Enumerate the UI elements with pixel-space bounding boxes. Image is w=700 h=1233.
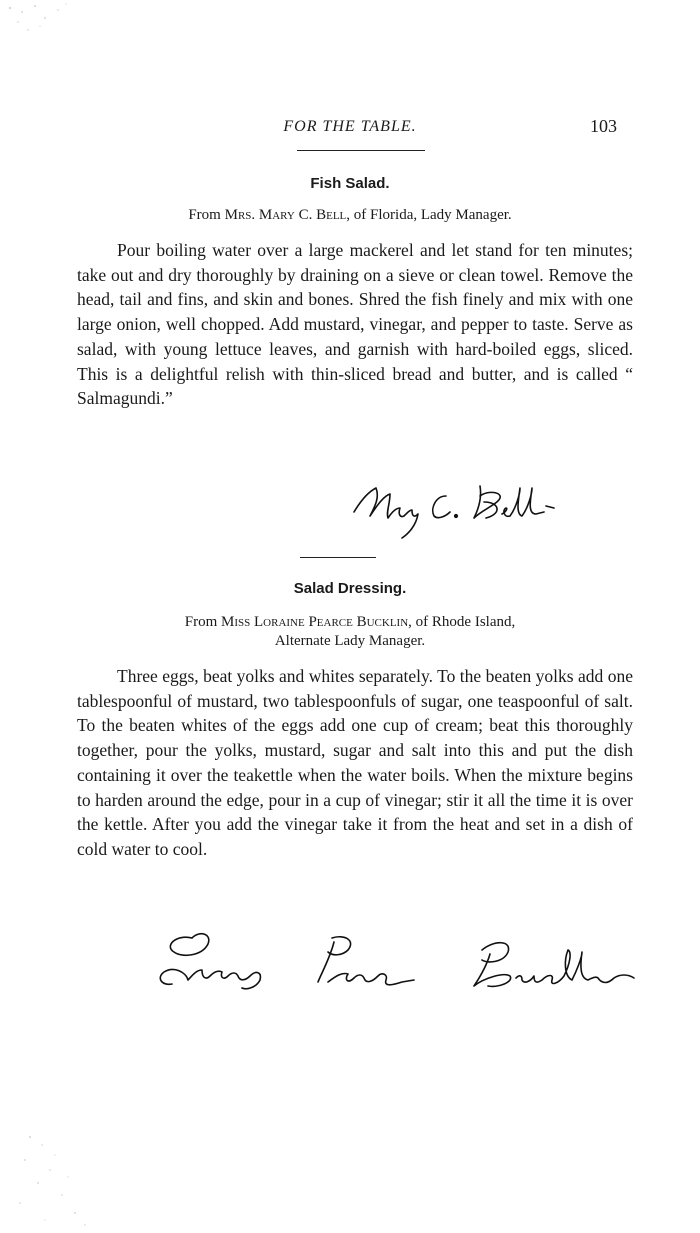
byline-line-2: Alternate Lady Manager. bbox=[274, 633, 426, 649]
fish-salad-title: Fish Salad. bbox=[310, 175, 390, 192]
fish-salad-body: Pour boiling water over a large mackerel and let stand for ten minutes; take out and dry thoroughly by draining on a sieve or clean towel. Remove the head, tail and fins, and skin and bones. Shred the fish finely and mix with one large onion, well chopped. Add mustard, vinegar, and pepper to taste. Serve as salad, with young lettuce leaves, and garnish with hard-boiled eggs, sliced. This is a delightful relish with thin-sliced bread and butter, and is called “ Salmagundi.” bbox=[77, 240, 633, 409]
salad-dressing-title: Salad Dressing. bbox=[293, 580, 407, 597]
byline-suffix: , of Florida, Lady Manager. bbox=[346, 207, 512, 223]
byline-line-1 bbox=[70, 613, 630, 632]
running-title: FOR THE TABLE. bbox=[283, 118, 417, 135]
running-head bbox=[0, 114, 700, 144]
paper-speckle-bottom bbox=[0, 1125, 100, 1233]
fish-salad-byline bbox=[70, 206, 630, 225]
salad-dressing-body: Three eggs, beat yolks and whites separately. To the beaten yolks add one tablespoonful of mustard, two tablespoonfuls of sugar, one teaspoonful of salt. To the beaten whites of the eggs add one cup of cream; beat this thoroughly together, pour the yolks, mustard, sugar and salt into this and put the dish containing it over the teakettle when the water boils. When the mixture begins to harden around the edge, pour in a cup of vinegar; stir it all the time it is over the kettle. After you add the vinegar take it from the heat and set in a dish of cold water to cool. bbox=[77, 666, 633, 859]
byline-suffix: , of Rhode Island, bbox=[408, 614, 516, 630]
salad-dressing-byline bbox=[70, 613, 630, 651]
signature-mary-bell bbox=[350, 474, 575, 544]
byline-name: Miss Loraine Pearce Bucklin bbox=[221, 614, 409, 630]
byline-name: Mrs. Mary C. Bell bbox=[224, 207, 347, 223]
byline-prefix: From bbox=[188, 207, 225, 223]
signature-loraine-bucklin bbox=[152, 928, 640, 1008]
paper-speckle-top bbox=[0, 0, 90, 45]
head-rule bbox=[297, 150, 425, 151]
page-number: 103 bbox=[590, 116, 617, 136]
section-divider bbox=[300, 557, 376, 558]
byline-prefix: From bbox=[184, 614, 222, 630]
